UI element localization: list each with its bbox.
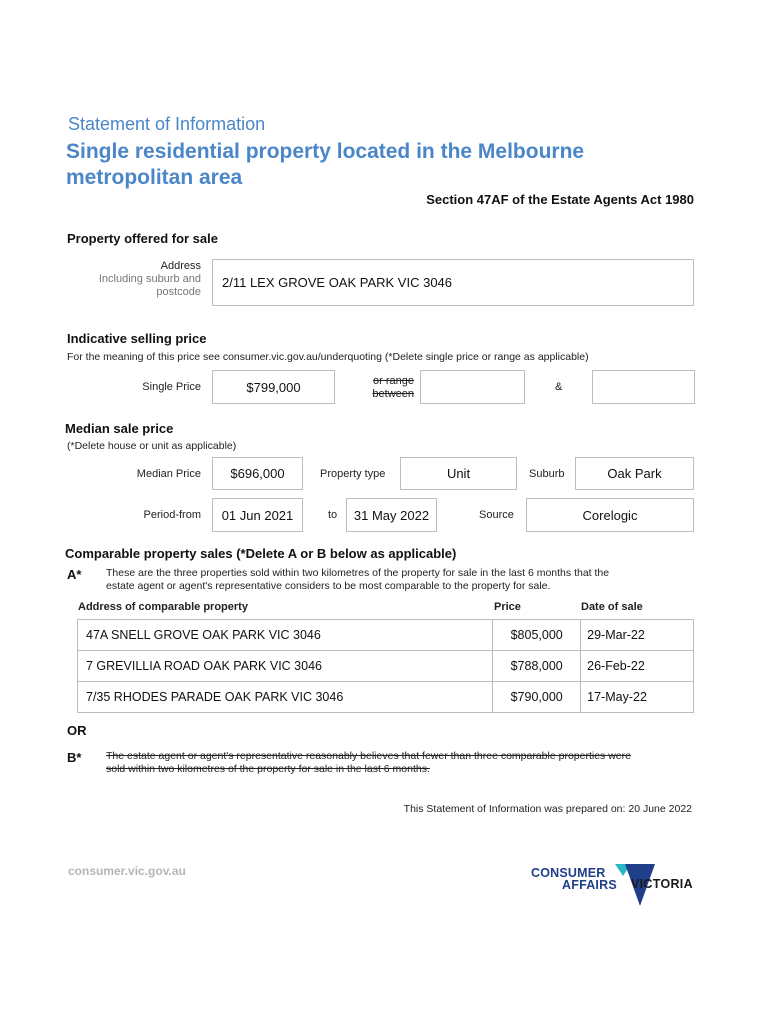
property-heading: Property offered for sale: [67, 231, 218, 246]
section-reference: Section 47AF of the Estate Agents Act 1980: [426, 192, 694, 207]
range-to-field[interactable]: [592, 370, 695, 404]
or-label: OR: [67, 723, 87, 738]
comparable-date[interactable]: 29-Mar-22: [581, 620, 694, 651]
option-a-marker: A*: [67, 567, 82, 582]
address-label-line3: postcode: [156, 286, 201, 298]
comparable-address[interactable]: 7 GREVILLIA ROAD OAK PARK VIC 3046: [78, 651, 493, 682]
col-date-header: Date of sale: [581, 601, 643, 613]
comparable-date[interactable]: 26-Feb-22: [581, 651, 694, 682]
address-field[interactable]: 2/11 LEX GROVE OAK PARK VIC 3046: [212, 259, 694, 306]
address-label: [80, 260, 201, 299]
median-price-field[interactable]: $696,000: [212, 457, 303, 490]
comparable-date[interactable]: 17-May-22: [581, 682, 694, 713]
single-price-label: Single Price: [142, 381, 201, 393]
comparable-price[interactable]: $790,000: [493, 682, 581, 713]
median-note: (*Delete house or unit as applicable): [67, 440, 237, 452]
logo-text-consumer: CONSUMER: [531, 866, 606, 880]
table-row: [78, 620, 694, 651]
comparable-price[interactable]: $788,000: [493, 651, 581, 682]
property-type-label: Property type: [320, 468, 386, 480]
option-a-text-line2: estate agent or agent's representative considers to be most comparable to the property for sale.: [106, 580, 551, 592]
source-field[interactable]: Corelogic: [526, 498, 694, 532]
option-b-text-line1: The estate agent or agent's representative reasonably believes that fewer than three comparable properties were: [106, 750, 631, 762]
table-row: [78, 651, 694, 682]
prepared-date: This Statement of Information was prepared on: 20 June 2022: [403, 803, 692, 815]
indicative-heading: Indicative selling price: [67, 331, 207, 346]
comparable-table: [77, 619, 694, 713]
logo-text-affairs: AFFAIRS: [562, 878, 617, 892]
and-label: &: [555, 381, 563, 393]
col-address-header: Address of comparable property: [78, 601, 248, 613]
property-type-field[interactable]: Unit: [400, 457, 517, 490]
median-price-label: Median Price: [136, 468, 201, 480]
comparable-address[interactable]: 7/35 RHODES PARADE OAK PARK VIC 3046: [78, 682, 493, 713]
address-label-line1: Address: [160, 260, 201, 272]
address-label-line2: Including suburb and: [98, 273, 201, 285]
indicative-note: For the meaning of this price see consumer.vic.gov.au/underquoting (*Delete single price or range as applicable): [67, 351, 589, 363]
website-link[interactable]: consumer.vic.gov.au: [68, 864, 186, 878]
main-title-line1: Single residential property located in the Melbourne: [66, 140, 585, 163]
period-from-field[interactable]: 01 Jun 2021: [212, 498, 303, 532]
comparable-address[interactable]: 47A SNELL GROVE OAK PARK VIC 3046: [78, 620, 493, 651]
period-from-label: Period-from: [143, 509, 201, 521]
suburb-field[interactable]: Oak Park: [575, 457, 694, 490]
comparable-price[interactable]: $805,000: [493, 620, 581, 651]
range-from-field[interactable]: [420, 370, 525, 404]
main-title-line2: metropolitan area: [66, 166, 243, 189]
median-heading: Median sale price: [65, 421, 174, 436]
range-label-line2: between: [372, 388, 414, 400]
option-b-text-line2: sold within two kilometres of the property for sale in the last 6 months.: [106, 763, 430, 775]
single-price-field[interactable]: $799,000: [212, 370, 335, 404]
table-row: [78, 682, 694, 713]
logo-text-victoria: VICTORIA: [631, 877, 693, 891]
col-price-header: Price: [494, 601, 521, 613]
suburb-label: Suburb: [529, 468, 565, 480]
option-a-text: [106, 567, 609, 593]
option-b-text: [106, 750, 631, 776]
to-label: to: [328, 509, 338, 521]
source-label: Source: [479, 509, 514, 521]
comparable-heading: Comparable property sales (*Delete A or B below as applicable): [65, 546, 457, 561]
range-label: [362, 375, 414, 401]
option-a-text-line1: These are the three properties sold within two kilometres of the property for sale in the last 6 months that the: [106, 567, 610, 579]
statement-title: Statement of Information: [68, 114, 266, 134]
period-to-field[interactable]: 31 May 2022: [346, 498, 437, 532]
option-b-marker: B*: [67, 750, 82, 765]
consumer-affairs-victoria-logo: [531, 862, 697, 908]
range-label-line1: or range: [373, 375, 414, 387]
